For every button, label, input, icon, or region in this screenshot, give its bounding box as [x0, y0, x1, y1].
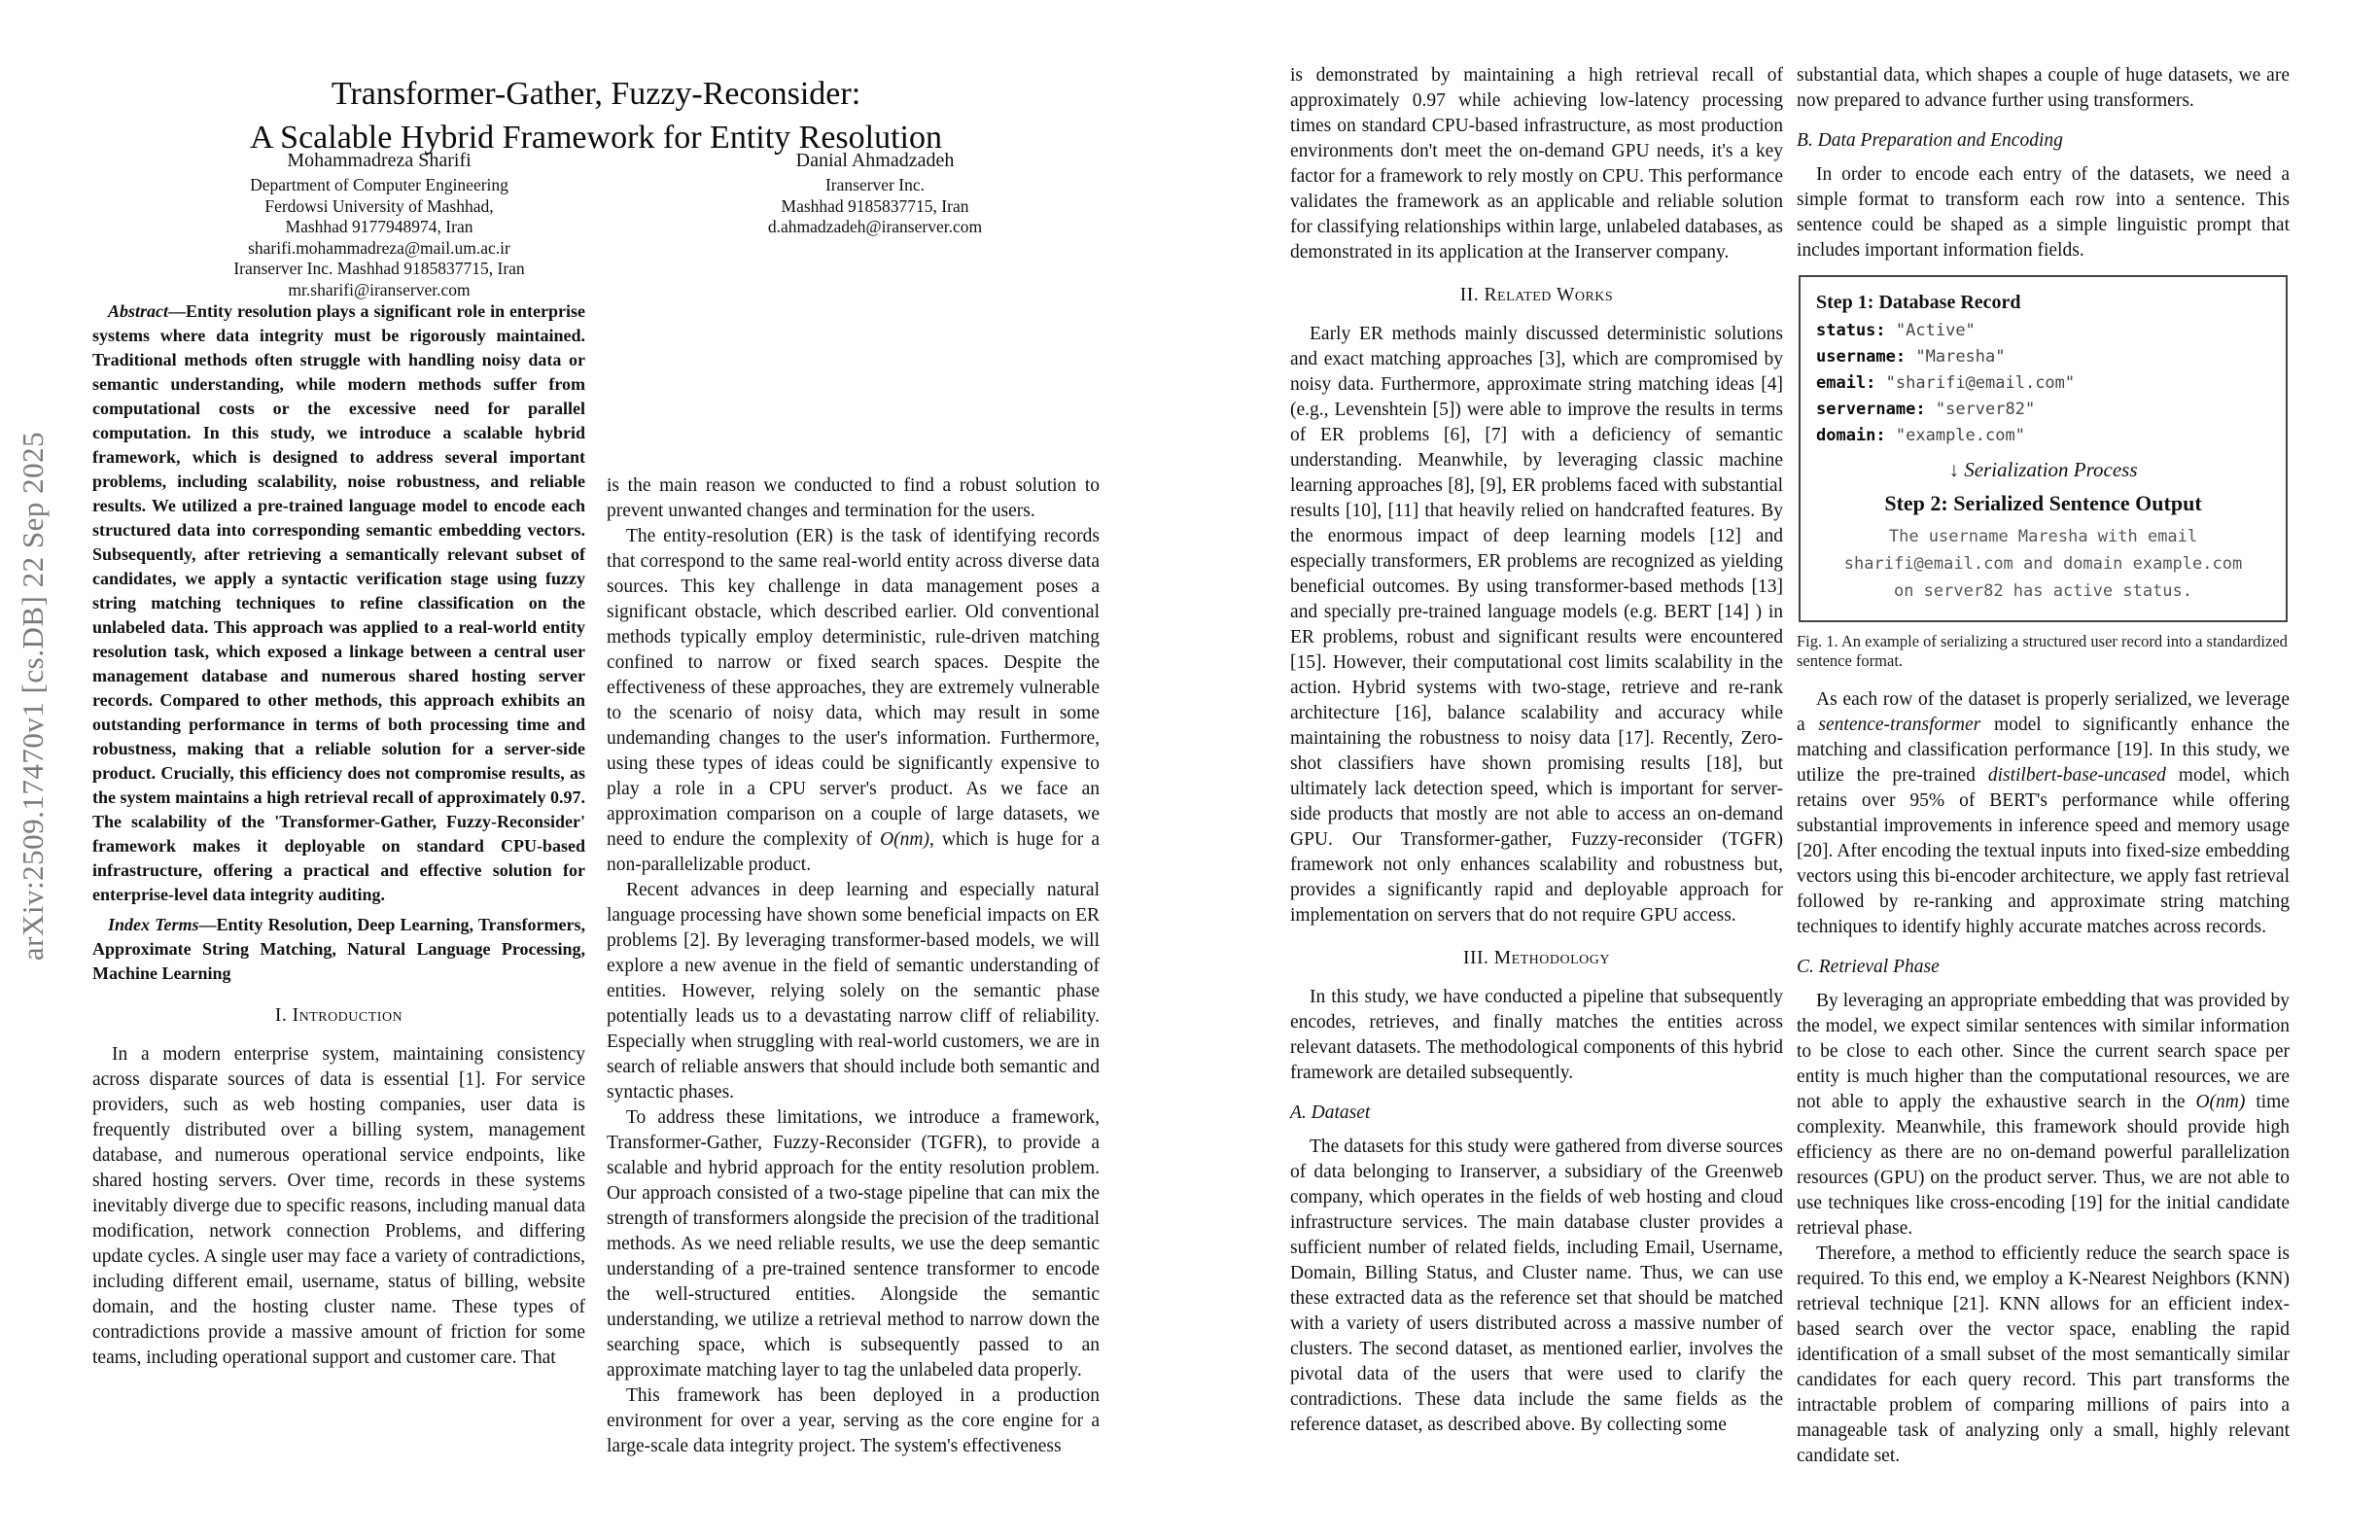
- paragraph-text: The entity-resolution (ER) is the task of identifying records that correspond to the same real-world entity across diverse data sources. This key challenge in data management poses a significant obstacle, which described earlier. Old conventional methods typically employ deterministic, rule-driven matching confined to narrow or fixed search spaces. Despite the effectiveness of these approaches, they are extremely vulnerable to the scenario of noisy data, which may result in some undemanding changes to the user's information. Furthermore, using these types of ideas could be significantly expensive to play a role in a CPU server's product. As we face an approximation comparison on a couple of large datasets, we need to endure the complexity of: [607, 526, 1100, 850]
- complexity-math: O(nm): [880, 829, 929, 850]
- author-affiliation-line: Mashhad 9177948974, Iran: [285, 217, 473, 236]
- methodology-paragraph: In this study, we have conducted a pipeline that subsequently encodes, retrieves, and finally matches the entities across relevant datasets. The methodological components of this hybrid framework are detailed subsequently.: [1290, 987, 1783, 1083]
- index-terms-label: Index Terms: [108, 915, 199, 934]
- retrieval-paragraph: Therefore, a method to efficiently reduce the search space is required. To this end, we employ a K-Nearest Neighbors (KNN) retrieval technique [21]. KNN allows for an efficient index-based search over the vector space, enabling the rapid identification of a small subset of the most semantically similar candidates for each query record. This part transforms the intractable problem of comparing millions of pairs into a manageable task of analyzing only a small, highly relevant candidate set.: [1797, 1242, 2290, 1466]
- record-field-domain: [1816, 423, 2270, 449]
- index-terms-paragraph: [92, 913, 585, 986]
- paper-title-line-2: A Scalable Hybrid Framework for Entity Resolution: [250, 120, 942, 156]
- paragraph-text: As each row of the dataset is properly serialized, we leverage a: [1797, 688, 2290, 735]
- serialized-sentence-line: The username Maresha with email: [1888, 527, 2198, 546]
- record-value: "example.com": [1895, 426, 2025, 445]
- author-affiliation-line: Mashhad 9185837715, Iran: [781, 195, 969, 216]
- body-paragraph: [607, 524, 1100, 878]
- record-key: username:: [1816, 347, 1907, 367]
- model-name-italic: sentence-transformer: [1818, 714, 1981, 735]
- author-affiliation-line: Iranserver Inc. Mashhad 9185837715, Iran: [233, 259, 525, 278]
- record-field-email: [1816, 370, 2270, 397]
- abstract-label: Abstract: [108, 301, 169, 321]
- introduction-paragraph: In a modern enterprise system, maintaining consistency across disparate sources of data is essential [1]. For service providers, such as web hosting companies, user data is frequently distributed over a billing system, management database, and numerous operational service endpoints, like shared hosting servers. Over time, records in these systems inevitably diverge due to specific reasons, including manual data modification, network connection Problems, and differing update cycles. A single user may face a variety of contradictions, including different email, username, status of billing, website domain, and the hosting cluster name. These types of contradictions provide a massive amount of friction for some teams, including operational support and customer care. That: [92, 1044, 585, 1368]
- record-key: status:: [1816, 321, 1886, 340]
- body-paragraph: To address these limitations, we introduce a framework, Transformer-Gather, Fuzzy-Reconsider (TGFR), to provide a scalable and hybrid approach for the entity resolution problem. Our approach consisted of a two-stage pipeline that can mix the strength of transformers alongside the precision of the traditional methods. As we need reliable results, we use the deep semantic understanding of a pre-trained sentence transformer to encode the well-structured entities. Alongside the semantic understanding, we utilize a retrieval method to narrow down the searching space, which is subsequently passed to an approximate matching layer to tag the unlabeled data properly.: [607, 1107, 1100, 1381]
- body-paragraph: is demonstrated by maintaining a high retrieval recall of approximately 0.97 while achieving low-latency processing times on standard CPU-based infrastructure, as most production environments don't meet the on-demand GPU needs, it's a key factor for a framework to rely mostly on CPU. This performance validates the framework as an applicable and reliable solution for classifying relationships within large, unlabeled databases, as demonstrated in its application at the Iranserver company.: [1290, 65, 1783, 262]
- body-paragraph: Recent advances in deep learning and especially natural language processing have shown some beneficial impacts on ER problems [2]. By leveraging transformer-based models, we will explore a new avenue in the field of semantic understanding of entities. However, relying solely on the semantic phase potentially leads us to a devastating narrow cliff of reliability. Especially when struggling with real-world customers, we are in search of reliable answers that should include both semantic and syntactic phases.: [607, 880, 1100, 1102]
- paragraph-text: model to significantly enhance the matching and classification performance [19]. In this study, we utilize the pre-trained: [1797, 714, 2290, 786]
- serialization-process-line: [1816, 453, 2270, 486]
- author-affiliation-line: Iranserver Inc.: [824, 175, 926, 194]
- paragraph-text: model, which retains over 95% of BERT's performance while offering substantial improvements in inference speed and memory usage [20]. After encoding the textual inputs into fixed-size embedding vectors using this bi-encoder architecture, we apply fast retrieval followed by re-ranking and approximate string matching techniques to identify highly accurate matches across records.: [1797, 764, 2290, 937]
- paragraph-text: By leveraging an appropriate embedding that was provided by the model, we expect similar sentences with similar information to be close to each other. Since the current search space per entity is much higher than the computational resources, we are not able to apply the exhaustive search in the: [1797, 990, 2290, 1112]
- record-value: "server82": [1935, 400, 2036, 419]
- serialized-sentence-line: sharifi@email.com and domain example.com: [1843, 554, 2243, 574]
- record-key: domain:: [1816, 426, 1886, 445]
- record-field-status: [1816, 318, 2270, 344]
- data-preparation-paragraph: In order to encode each entry of the datasets, we need a simple format to transform each row into a sentence. This sentence could be shaped as a simple linguistic prompt that includes important information fields.: [1797, 164, 2290, 261]
- dataset-paragraph: The datasets for this study were gathered from diverse sources of data belonging to Iranserver, a subsidiary of the Greenweb company, which operates in the fields of web hosting and cloud infrastructure services. The main database cluster provides a sufficient number of related fields, including Email, Username, Domain, Billing Status, and Cluster name. Thus, we can use these extracted data as the reference set that should be matched with a variety of users distributed across a massive number of clusters. The second dataset, as mentioned earlier, involves the pivotal data of the users that were used to clarify the contradictions. These data include the same fields as the reference dataset, as described above. By collecting some: [1290, 1137, 1783, 1435]
- section-heading-related-works: II. Related Works: [1459, 285, 1614, 305]
- record-value: "Maresha": [1915, 347, 2006, 367]
- author-block-1: [165, 148, 593, 300]
- arxiv-watermark: arXiv:2509.17470v1 [cs.DB] 22 Sep 2025: [16, 431, 50, 962]
- section-heading-methodology: III. Methodology: [1463, 948, 1610, 968]
- author-name: Danial Ahmadzadeh: [795, 150, 955, 171]
- abstract-text: —Entity resolution plays a significant role in enterprise systems where data integrity must be rigorously maintained. Traditional methods often struggle with handling noisy data or semantic understanding, while modern methods suffer from computational costs or the excessive need for parallel computation. In this study, we introduce a scalable hybrid framework, which is designed to address several important problems, including scalability, noise robustness, and reliable results. We utilized a pre-trained language model to encode each structured data into corresponding semantic embedding vectors. Subsequently, after retrieving a semantically relevant subset of candidates, we apply a syntactic verification stage using fuzzy string matching techniques to refine classification on the unlabeled data. This approach was applied to a real-world entity resolution task, which exposed a linkage between a central user management database and numerous shared hosting server records. Compared to other methods, this approach exhibits an outstanding performance in terms of both processing time and robustness, making that a reliable solution for a server-side product. Crucially, this efficiency does not compromise results, as the system maintains a high retrieval recall of approximately 0.97. The scalability of the 'Transformer-Gather, Fuzzy-Reconsider' framework makes it deployable on standard CPU-based infrastructure, offering a practical and effective solution for enterprise-level data integrity auditing.: [92, 301, 585, 904]
- abstract-paragraph: [92, 299, 585, 907]
- record-field-servername: [1816, 397, 2270, 423]
- down-arrow-icon: ↓: [1948, 458, 1959, 481]
- page2-column1: [1290, 63, 1783, 1438]
- figure-caption: Fig. 1. An example of serializing a structured user record into a standardized sentence format.: [1797, 632, 2288, 670]
- retrieval-paragraph: [1797, 989, 2290, 1242]
- section-heading-introduction: I. Introduction: [274, 1005, 403, 1026]
- author-email: mr.sharifi@iranserver.com: [288, 279, 471, 299]
- record-key: servername:: [1816, 400, 1926, 419]
- page2-column2: [1797, 63, 2290, 1469]
- author-name: Mohammadreza Sharifi: [287, 150, 472, 171]
- body-paragraph: is the main reason we conducted to find a robust solution to prevent unwanted changes and termination for the users.: [607, 475, 1100, 521]
- body-paragraph: substantial data, which shapes a couple of huge datasets, we are now prepared to advance further using transformers.: [1797, 65, 2290, 111]
- model-name-italic: distilbert-base-uncased: [1987, 764, 2166, 786]
- record-value: "Active": [1895, 321, 1976, 340]
- figure-step1-title: Step 1: Database Record: [1816, 292, 2021, 313]
- figure-serialization-box: [1799, 275, 2288, 622]
- paper-title: [92, 72, 1100, 159]
- author-affiliation-line: Department of Computer Engineering: [250, 175, 508, 194]
- author-block-2: [661, 148, 1089, 238]
- complexity-math: O(nm): [2195, 1091, 2246, 1112]
- author-email: sharifi.mohammadreza@mail.um.ac.ir: [248, 237, 510, 258]
- record-field-username: [1816, 344, 2270, 370]
- figure-step2-title: Step 2: Serialized Sentence Output: [1884, 491, 2202, 515]
- related-works-paragraph: Early ER methods mainly discussed deterministic solutions and exact matching approaches [3], which are compromised by noisy data. Furthermore, approximate string matching ideas [4] (e.g., Levenshtein [5]) were able to improve the results in terms of ER problems [6], [7] with a deficiency of semantic understanding. Meanwhile, by leveraging classic machine learning approaches [8], [9], ER problems faced with substantial results [10], [11] that heavily relied on handcrafted features. By the enormous impact of deep learning models [12] and especially transformers, ER problems are recognized as yielding beneficial outcomes. By using transformer-based methods [13] and specially pre-trained language models (e.g. BERT [14] ) in ER problems, robust and significant results were encountered [15]. However, their computational cost limits scalability in the action. Hybrid systems with two-stage, retrieve and re-rank architecture [16], balance scalability and accuracy while maintaining the robustness to noisy data [17]. Recently, Zero-shot classifiers have shown promising results [18], but ultimately lack detection speed, which is important for server-side products that mostly are not able to access an on-demand GPU. Our Transformer-gather, Fuzzy-reconsider (TGFR) framework not only enhances scalability and robustness but, provides a significantly rapid and deployable approach for implementation on servers that do not require GPU access.: [1290, 324, 1783, 926]
- author-email: d.ahmadzadeh@iranserver.com: [767, 217, 983, 236]
- paper-title-line-1: Transformer-Gather, Fuzzy-Reconsider:: [331, 76, 861, 112]
- subsection-heading-data-preparation: B. Data Preparation and Encoding: [1797, 130, 2063, 151]
- encoding-paragraph: [1797, 687, 2290, 940]
- page1-column2: [607, 473, 1100, 1459]
- subsection-heading-dataset: A. Dataset: [1290, 1102, 1371, 1123]
- author-affiliation-line: Ferdowsi University of Mashhad,: [264, 195, 494, 216]
- paragraph-text: , which is huge for a non-parallelizable product.: [607, 829, 1100, 875]
- serialized-sentence-line: on server82 has active status.: [1893, 581, 2193, 601]
- serialized-sentence: [1816, 523, 2270, 605]
- body-paragraph: This framework has been deployed in a production environment for over a year, serving as the core engine for a large-scale data integrity project. The system's effectiveness: [607, 1385, 1100, 1456]
- serialization-process-label: Serialization Process: [1964, 458, 2138, 481]
- index-terms-text: —Entity Resolution, Deep Learning, Transformers, Approximate String Matching, Natural Language Processing, Machine Learning: [92, 915, 585, 983]
- paragraph-text: time complexity. Meanwhile, this framework should provide high efficiency as there are no on-demand powerful parallelization resources (GPU) on the product server. Thus, we are not able to use techniques like cross-encoding [19] for the initial candidate retrieval phase.: [1797, 1091, 2290, 1239]
- record-key: email:: [1816, 373, 1876, 393]
- record-value: "sharifi@email.com": [1885, 373, 2076, 393]
- page1-column1: [92, 299, 585, 1371]
- subsection-heading-retrieval-phase: C. Retrieval Phase: [1797, 956, 1940, 977]
